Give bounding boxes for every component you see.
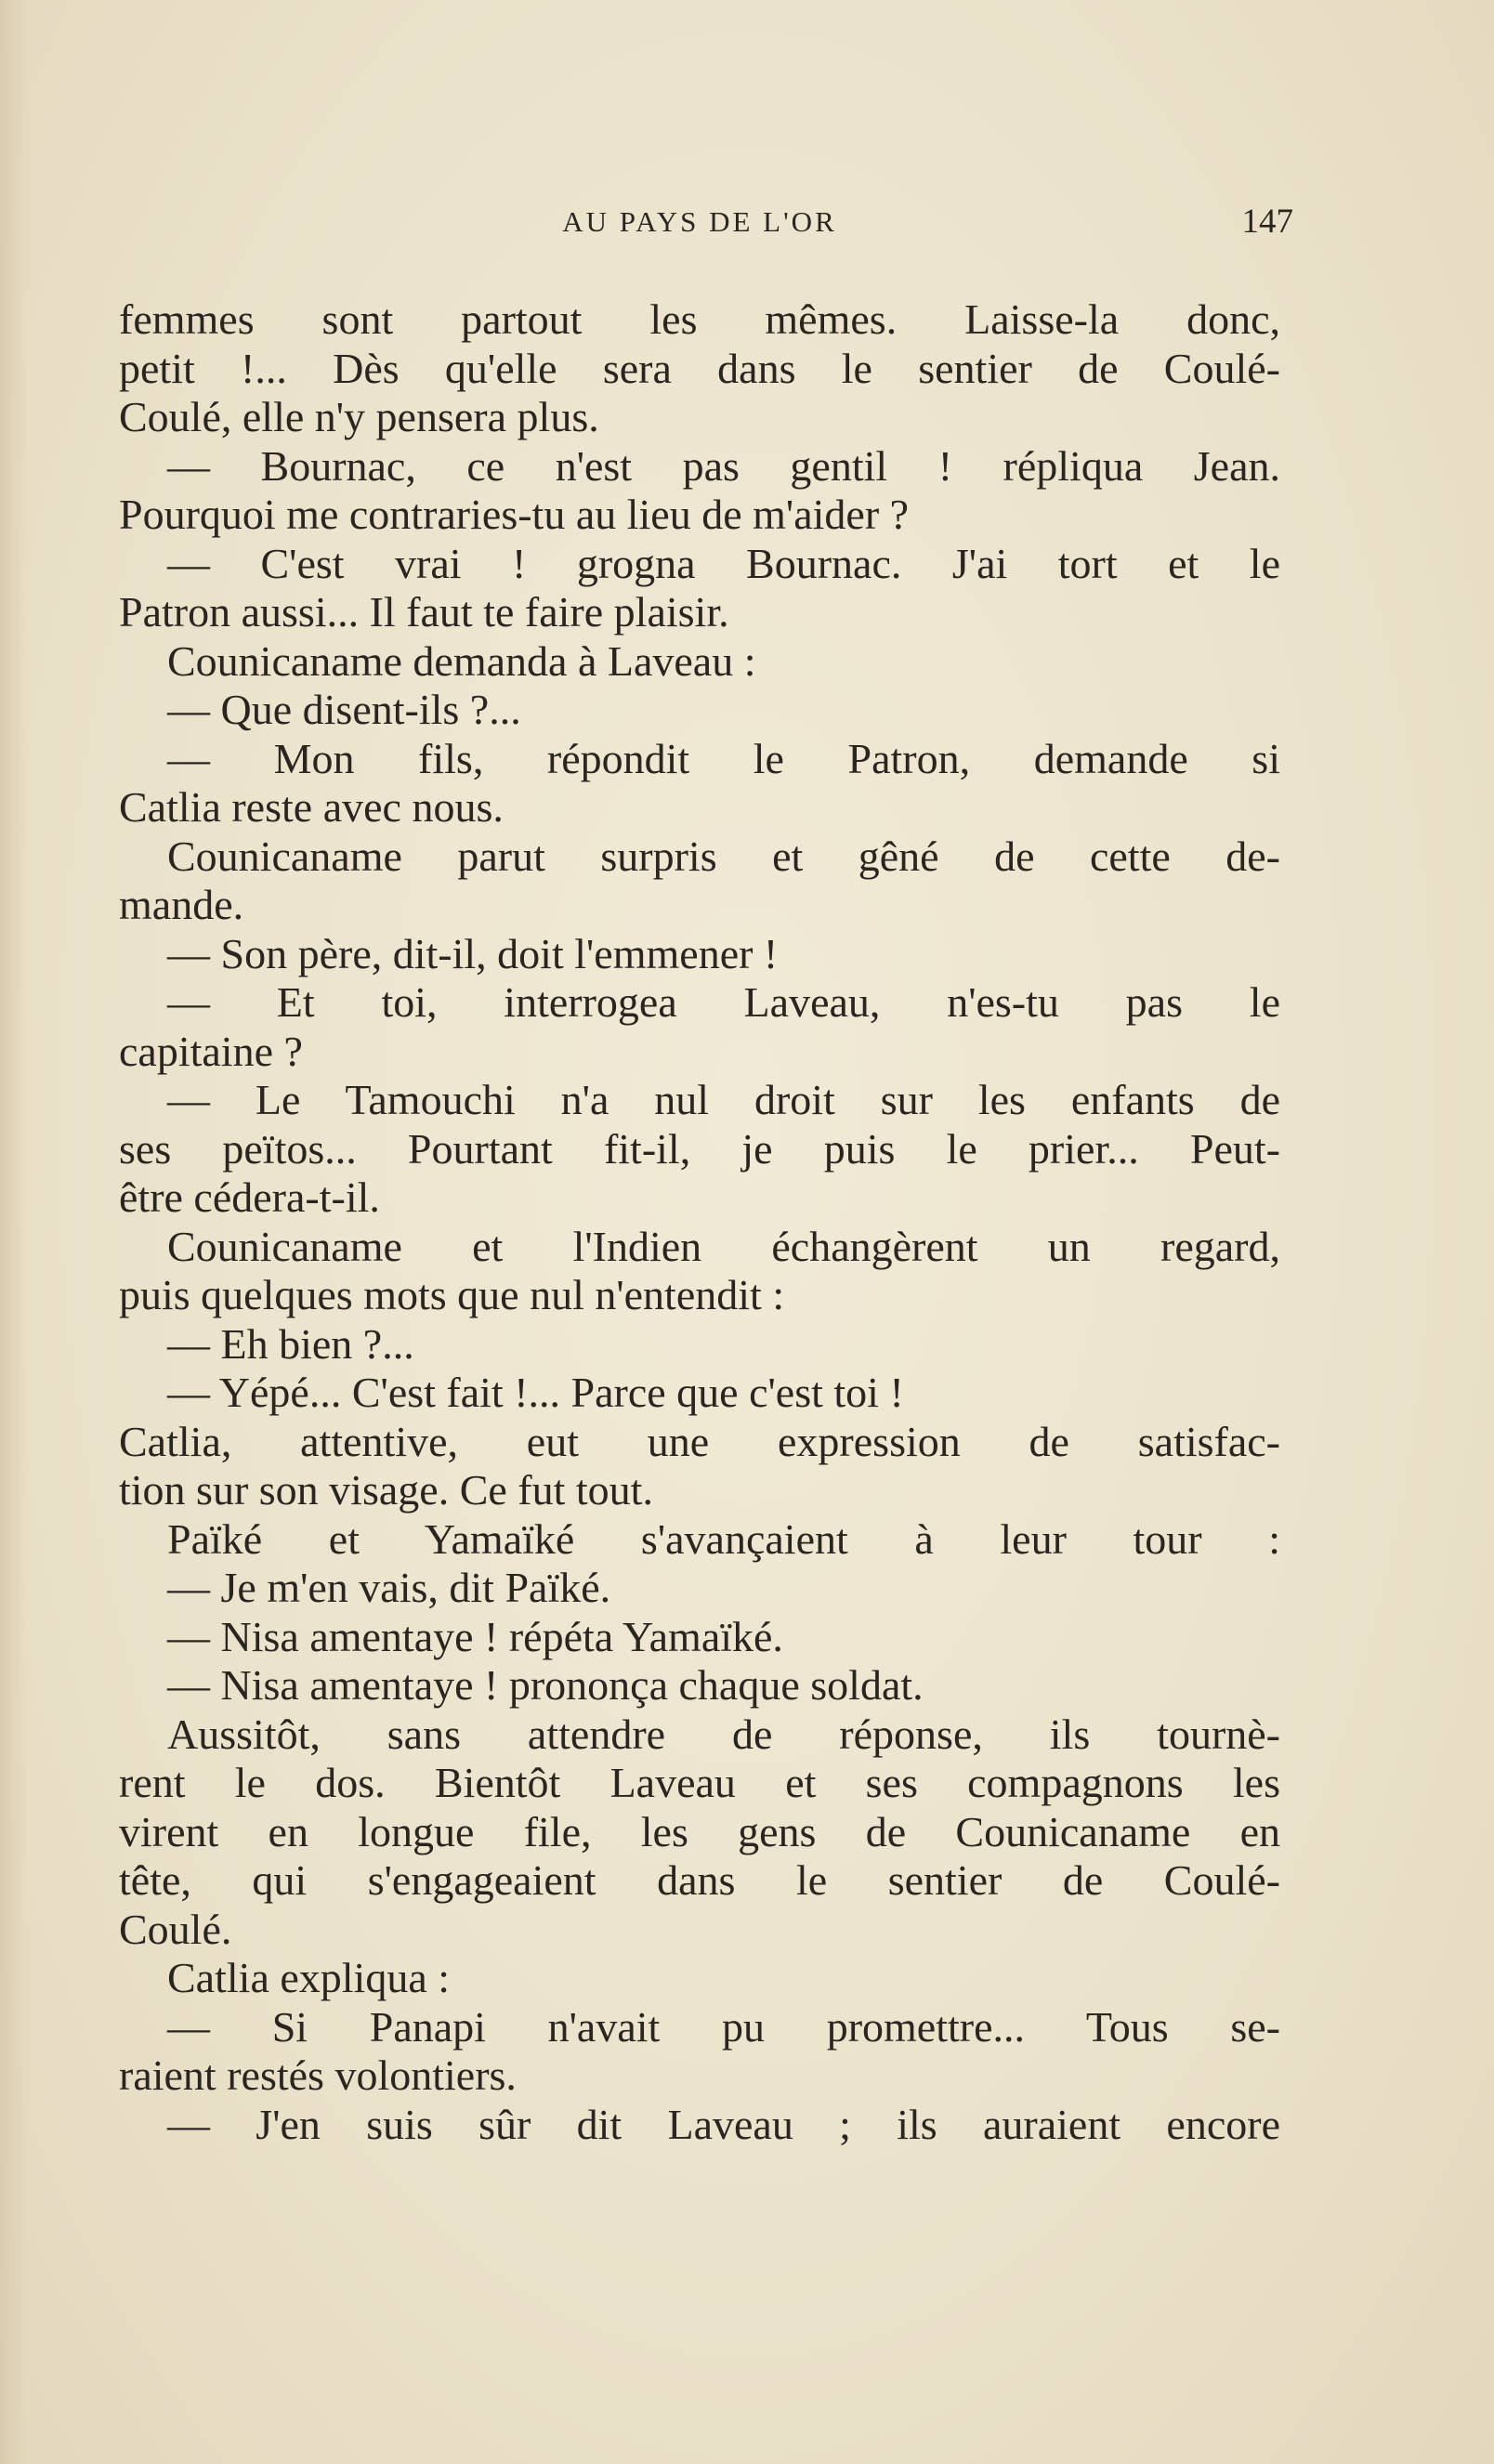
text-line: puis quelques mots que nul n'entendit : (119, 1271, 785, 1318)
text-line: — Son père, dit-il, doit l'emmener ! (167, 929, 779, 977)
text-line: Catlia expliqua : (167, 1954, 451, 2001)
running-header (119, 201, 1293, 243)
text-line: — Nisa amentaye ! répéta Yamaïké. (167, 1612, 783, 1660)
text-line: capitaine ? (119, 1027, 303, 1075)
text-line: tête, qui s'engageaient dans le sentier de Coulé- (119, 1856, 1280, 1904)
text-line: — C'est vrai ! grogna Bournac. J'ai tort et le (167, 539, 1280, 587)
text-line: Patron aussi... Il faut te faire plaisir. (119, 588, 729, 636)
text-line: — J'en suis sûr dit Laveau ; ils auraient encore (167, 2100, 1280, 2148)
text-line: Counicaname demanda à Laveau : (167, 636, 756, 685)
text-line: — Eh bien ?... (167, 1319, 414, 1368)
text-line: — Si Panapi n'avait pu promettre... Tous se- (167, 2002, 1280, 2051)
page-edge-shadow (0, 0, 28, 2464)
text-line: Counicaname parut surpris et gêné de cette de- (167, 832, 1280, 880)
text-line: petit !... Dès qu'elle sera dans le sentier de Coulé- (119, 344, 1280, 392)
text-line: — Que disent-ils ?... (167, 686, 521, 733)
page-number: 147 (1241, 203, 1293, 241)
text-line: ses peïtos... Pourtant fit-il, je puis le prier... Peut- (119, 1124, 1280, 1173)
running-title: AU PAYS DE L'OR (562, 205, 837, 238)
text-line: Coulé. (119, 1905, 232, 1953)
text-line: — Le Tamouchi n'a nul droit sur les enfants de (167, 1076, 1280, 1123)
text-line: mande. (119, 881, 244, 928)
text-line: Counicaname et l'Indien échangèrent un regard, (167, 1222, 1280, 1270)
text-line: raient restés volontiers. (119, 2051, 517, 2099)
text-line: — Bournac, ce n'est pas gentil ! répliqua Jean. (167, 441, 1280, 490)
text-line: Aussitôt, sans attendre de réponse, ils tournè- (167, 1710, 1280, 1758)
body-text (119, 295, 1280, 2149)
text-line: femmes sont partout les mêmes. Laisse-la donc, (119, 295, 1280, 343)
text-line: rent le dos. Bientôt Laveau et ses compagnons les (119, 1759, 1280, 1806)
text-line: — Yépé... C'est fait !... Parce que c'est toi ! (167, 1369, 904, 1416)
text-line: Pourquoi me contraries-tu au lieu de m'aider ? (119, 491, 910, 538)
text-line: Païké et Yamaïké s'avançaient à leur tour : (167, 1514, 1280, 1563)
text-line: Catlia reste avec nous. (119, 783, 504, 831)
text-line: tion sur son visage. Ce fut tout. (119, 1466, 653, 1514)
text-line: — Et toi, interrogea Laveau, n'es-tu pas le (167, 978, 1280, 1026)
text-line: Catlia, attentive, eut une expression de satisfac- (119, 1417, 1280, 1465)
text-line: être cédera-t-il. (119, 1173, 380, 1221)
text-line: — Je m'en vais, dit Païké. (167, 1564, 611, 1611)
text-line: — Mon fils, répondit le Patron, demande si (167, 734, 1280, 782)
text-line: virent en longue file, les gens de Counicaname en (119, 1807, 1280, 1855)
text-line: — Nisa amentaye ! prononça chaque soldat. (167, 1661, 924, 1709)
text-line: Coulé, elle n'y pensera plus. (119, 393, 599, 440)
